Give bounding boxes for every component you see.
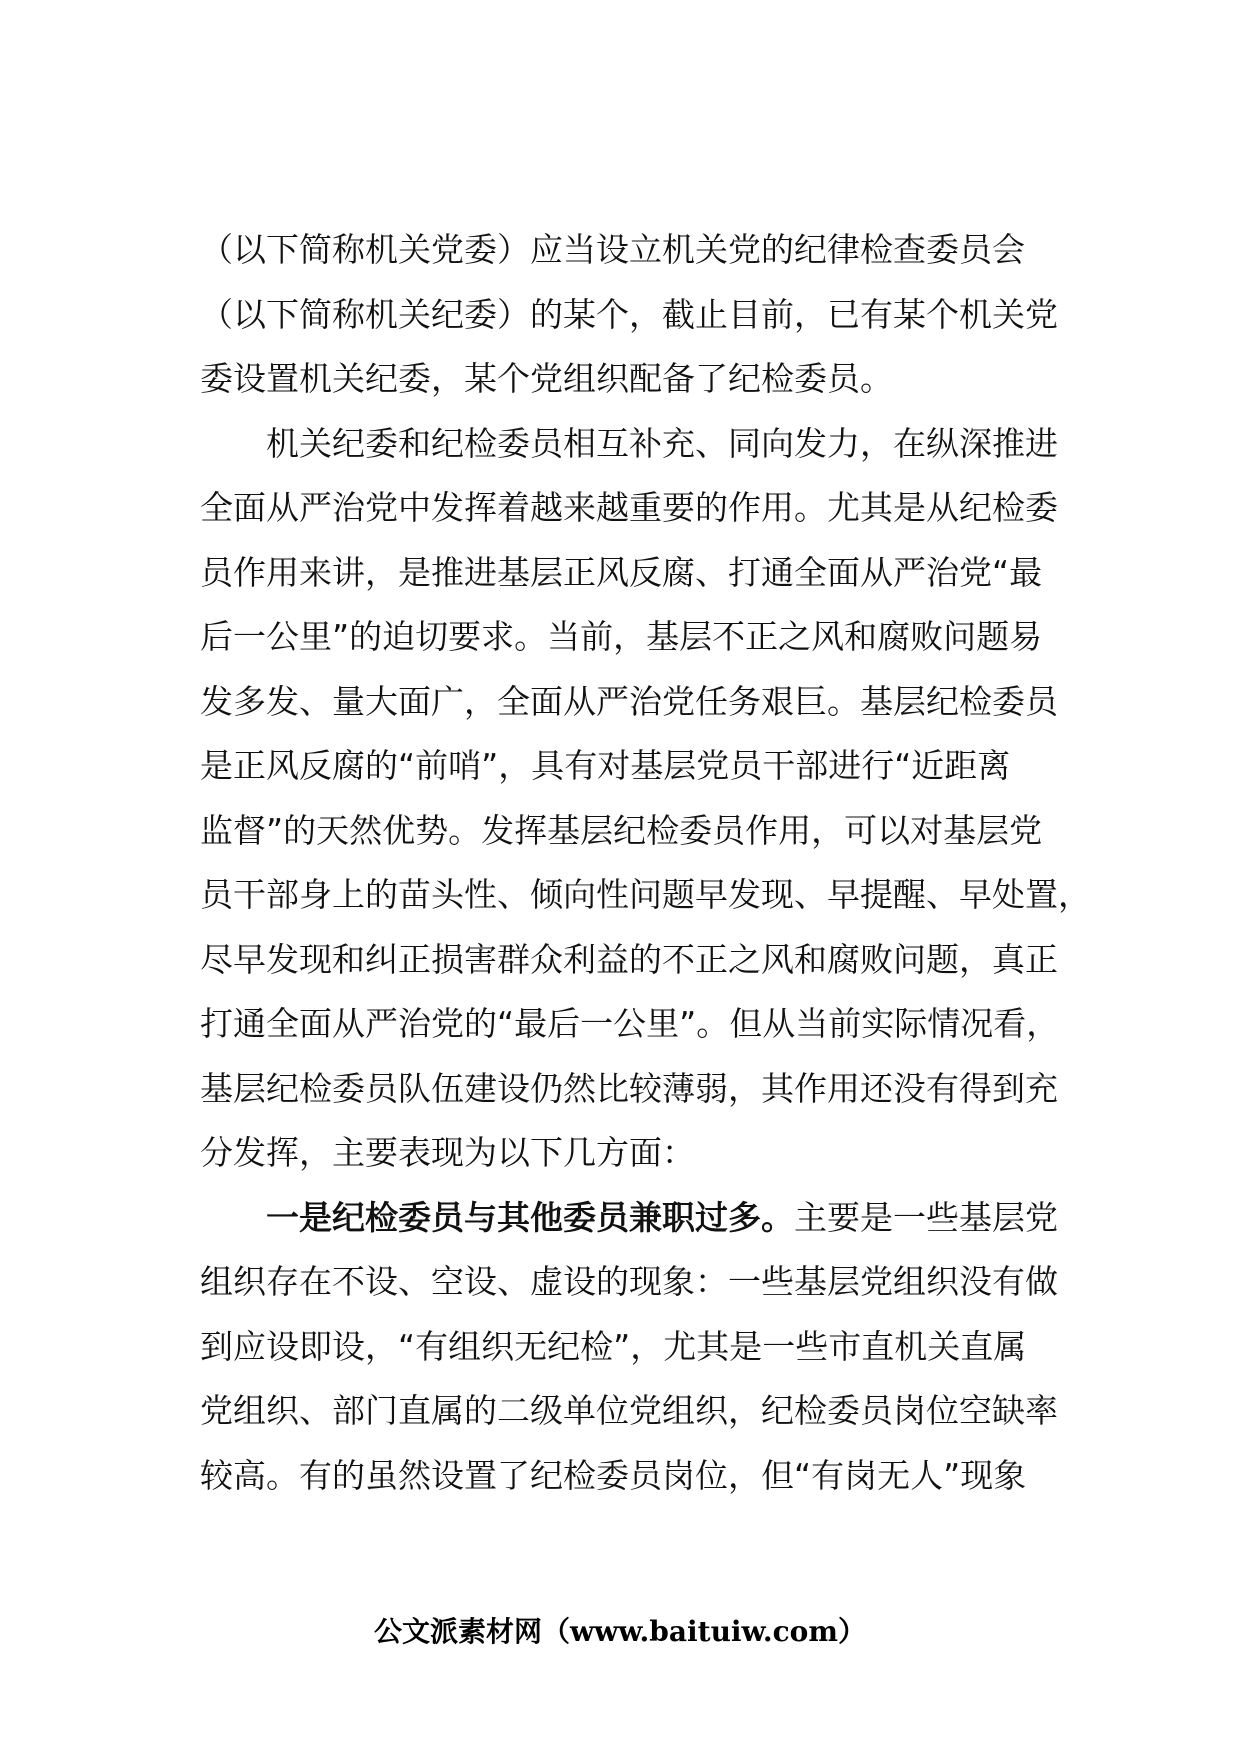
text-line: 到应设即设，“有组织无纪检”，尤其是一些市直机关直属	[200, 1326, 1027, 1366]
text-line: 是正风反腐的“前哨”，具有对基层党员干部进行“近距离	[200, 746, 1011, 785]
text-line: 分发挥，主要表现为以下几方面：	[200, 1133, 695, 1172]
text-line: 员作用来讲，是推进基层正风反腐、打通全面从严治党“最	[200, 552, 1043, 592]
bold-lead-sentence: 一是纪检委员与其他委员兼职过多。	[266, 1197, 794, 1237]
lead-sentence-continuation: 主要是一些基层党	[794, 1197, 1058, 1237]
body-text	[200, 218, 1100, 1508]
text-line: 后一公里”的迫切要求。当前，基层不正之风和腐败问题易	[200, 617, 1043, 656]
text-line: 员干部身上的苗头性、倾向性问题早发现、早提醒、早处置，	[200, 875, 1091, 914]
text-line: 全面从严治党中发挥着越来越重要的作用。尤其是从纪检委	[200, 488, 1058, 527]
footer-watermark: 公文派素材网（www.baituiw.com）	[374, 1615, 866, 1648]
text-line: 较高。有的虽然设置了纪检委员岗位，但“有岗无人”现象	[200, 1455, 1027, 1495]
text-line: 委设置机关纪委，某个党组织配备了纪检委员。	[200, 359, 893, 398]
text-line: 发多发、量大面广，全面从严治党任务艰巨。基层纪检委员	[200, 681, 1058, 721]
text-line: 组织存在不设、空设、虚设的现象：一些基层党组织没有做	[200, 1262, 1058, 1301]
paragraph-first-line: 机关纪委和纪检委员相互补充、同向发力，在纵深推进	[266, 423, 1058, 463]
text-line: （以下简称机关纪委）的某个，截止目前，已有某个机关党	[200, 294, 1058, 334]
text-line: （以下简称机关党委）应当设立机关党的纪律检查委员会	[200, 230, 1025, 269]
paragraph-first-line	[200, 1186, 1100, 1251]
text-line: 尽早发现和纠正损害群众利益的不正之风和腐败问题，真正	[200, 939, 1058, 979]
text-line: 监督”的天然优势。发挥基层纪检委员作用，可以对基层党	[200, 810, 1043, 850]
text-line: 党组织、部门直属的二级单位党组织，纪检委员岗位空缺率	[200, 1391, 1058, 1430]
text-line: 打通全面从严治党的“最后一公里”。但从当前实际情况看，	[200, 1004, 1060, 1043]
text-line: 基层纪检委员队伍建设仍然比较薄弱，其作用还没有得到充	[200, 1068, 1058, 1108]
